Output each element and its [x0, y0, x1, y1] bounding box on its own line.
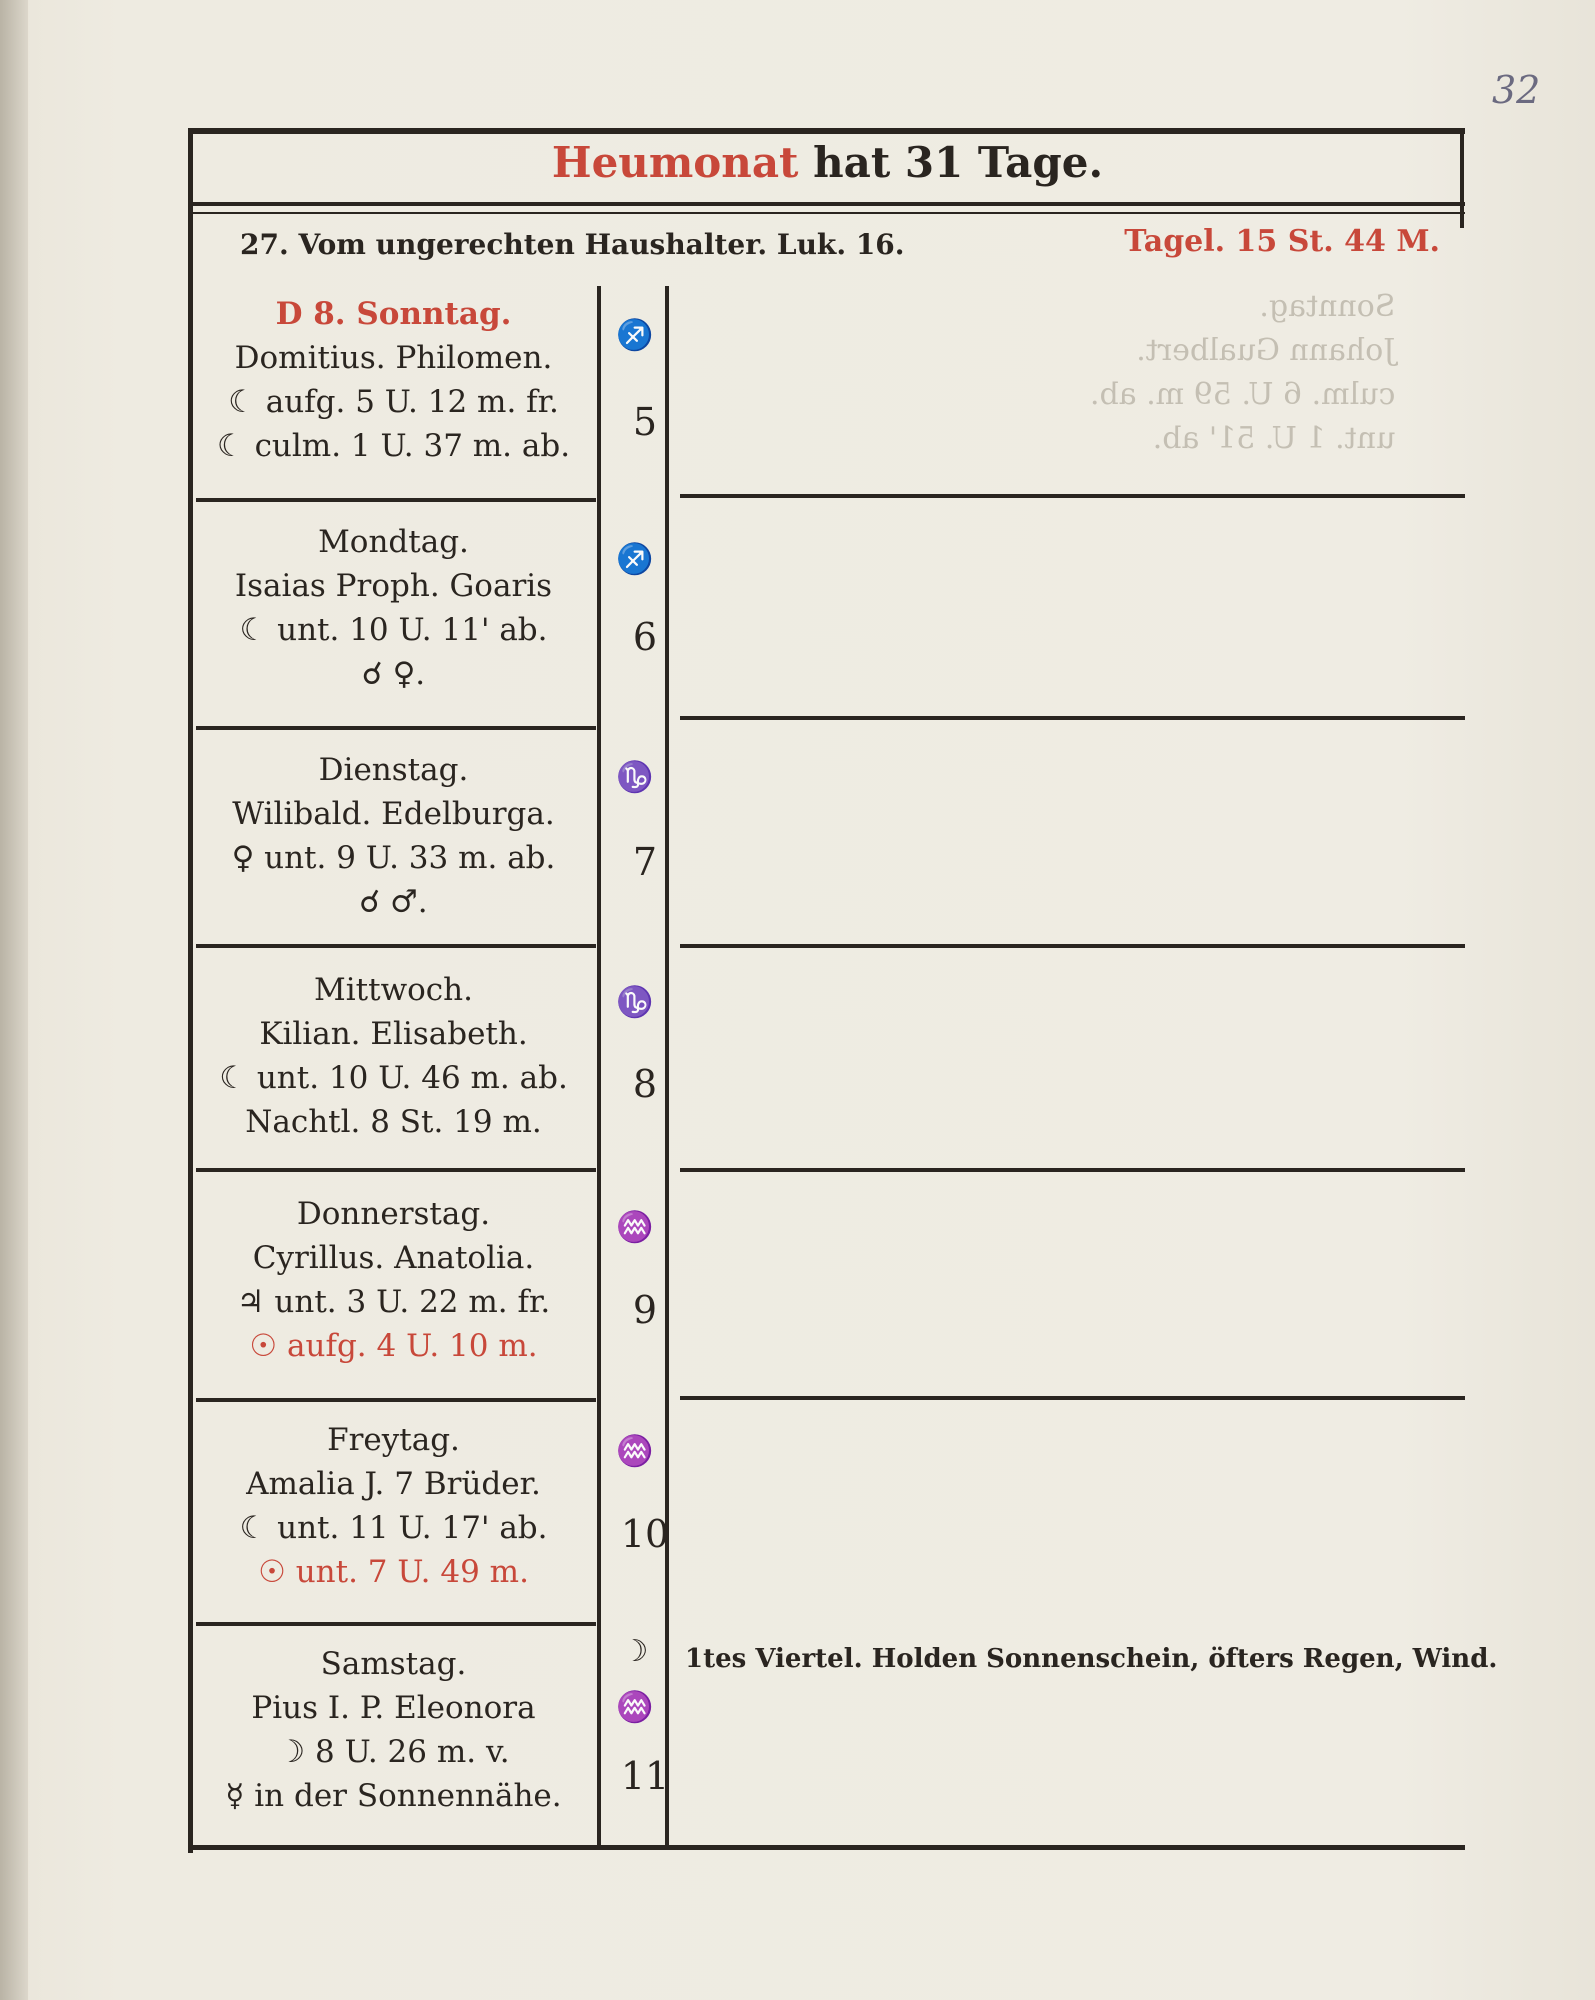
row-rule [680, 944, 1465, 948]
month-title [190, 138, 1465, 187]
day-label: Donnerstag. [296, 1196, 491, 1232]
day-line: ☌ ♀. [361, 656, 426, 692]
day-label: Mittwoch. [314, 972, 473, 1008]
day-line: Amalia J. 7 Brüder. [246, 1466, 541, 1502]
day-line: ♀ unt. 9 U. 33 m. ab. [231, 840, 556, 876]
row-rule [680, 1168, 1465, 1172]
frame-left-rule [188, 128, 193, 1853]
row-rule [196, 498, 596, 502]
row-rule [196, 1622, 596, 1626]
day-entry-saturday [196, 1642, 591, 1818]
zodiac-sign: ♒ [616, 1690, 654, 1725]
day-entry-friday [196, 1418, 591, 1594]
title-rule [190, 202, 1465, 206]
zodiac-sign: ♑ [616, 985, 654, 1020]
month-name: Heumonat [551, 138, 799, 187]
day-entry-monday [196, 520, 591, 696]
day-line: Cyrillus. Anatolia. [252, 1240, 535, 1276]
day-label: Samstag. [320, 1646, 467, 1682]
row-rule [196, 726, 596, 730]
day-label: D 8. Sonntag. [275, 296, 512, 332]
day-line: Kilian. Elisabeth. [259, 1016, 528, 1052]
day-entry-thursday [196, 1192, 591, 1368]
gospel-reading: 27. Vom ungerechten Haushalter. Luk. 16. [240, 228, 905, 261]
day-number: 7 [632, 840, 658, 884]
folio-number: 32 [1492, 68, 1541, 112]
book-spine [0, 0, 28, 2000]
day-number: 10 [620, 1512, 670, 1556]
day-number: 9 [632, 1288, 658, 1332]
row-rule [680, 1396, 1465, 1400]
day-number: 5 [632, 400, 658, 444]
day-number: 6 [632, 615, 658, 659]
row-rule [680, 494, 1465, 498]
day-line: ☾ unt. 10 U. 46 m. ab. [219, 1060, 568, 1096]
day-line: ☽ 8 U. 26 m. v. [277, 1734, 510, 1770]
day-line: Domitius. Philomen. [234, 340, 553, 376]
day-line: ♃ unt. 3 U. 22 m. fr. [236, 1284, 551, 1320]
day-line: ☾ unt. 11 U. 17' ab. [239, 1510, 548, 1546]
frame-top-rule [190, 128, 1465, 134]
sunset-line: ☉ unt. 7 U. 49 m. [258, 1554, 529, 1590]
bleed-through-text: Sonntag. Johann Gualbert. culm. 6 U. 59 m. ab. unt. 1 U. 51' ab. [1090, 289, 1396, 456]
day-label: Freytag. [327, 1422, 460, 1458]
day-line: ☾ unt. 10 U. 11' ab. [239, 612, 548, 648]
day-line: Isaias Proph. Goaris [234, 568, 553, 604]
day-number: 11 [620, 1754, 670, 1798]
weather-note: 1tes Viertel. Holden Sonnenschein, öfters Regen, Wind. [685, 1644, 1498, 1674]
title-rule-thin [190, 212, 1465, 214]
day-line: Wilibald. Edelburga. [232, 796, 555, 832]
day-entry-tuesday [196, 748, 591, 924]
zodiac-sign: ♑ [616, 760, 654, 795]
moon-phase-symbol: ☽ [621, 1634, 649, 1669]
row-rule [196, 1398, 596, 1402]
zodiac-sign: ♒ [616, 1434, 654, 1469]
row-rule [196, 944, 596, 948]
day-line: ☾ culm. 1 U. 37 m. ab. [216, 428, 571, 464]
day-line: Pius I. P. Eleonora [251, 1690, 536, 1726]
column-rule-1 [597, 286, 601, 1846]
day-line: Nachtl. 8 St. 19 m. [245, 1104, 542, 1140]
day-line: ☾ aufg. 5 U. 12 m. fr. [228, 384, 559, 420]
day-length: Tagel. 15 St. 44 M. [1124, 224, 1440, 259]
day-label: Mondtag. [318, 524, 469, 560]
month-days: hat 31 Tage. [813, 138, 1104, 187]
zodiac-sign: ♐ [616, 318, 654, 353]
zodiac-sign: ♒ [616, 1210, 654, 1245]
day-number: 8 [632, 1062, 658, 1106]
row-rule [680, 716, 1465, 720]
day-line: ☿ in der Sonnennähe. [225, 1778, 562, 1814]
day-entry-sunday [196, 292, 591, 468]
day-line: ☌ ♂. [359, 884, 428, 920]
day-entry-wednesday [196, 968, 591, 1144]
zodiac-sign: ♐ [616, 542, 654, 577]
sunrise-line: ☉ aufg. 4 U. 10 m. [249, 1328, 538, 1364]
frame-bottom-rule [190, 1845, 1465, 1850]
day-label: Dienstag. [318, 752, 469, 788]
row-rule [196, 1168, 596, 1172]
